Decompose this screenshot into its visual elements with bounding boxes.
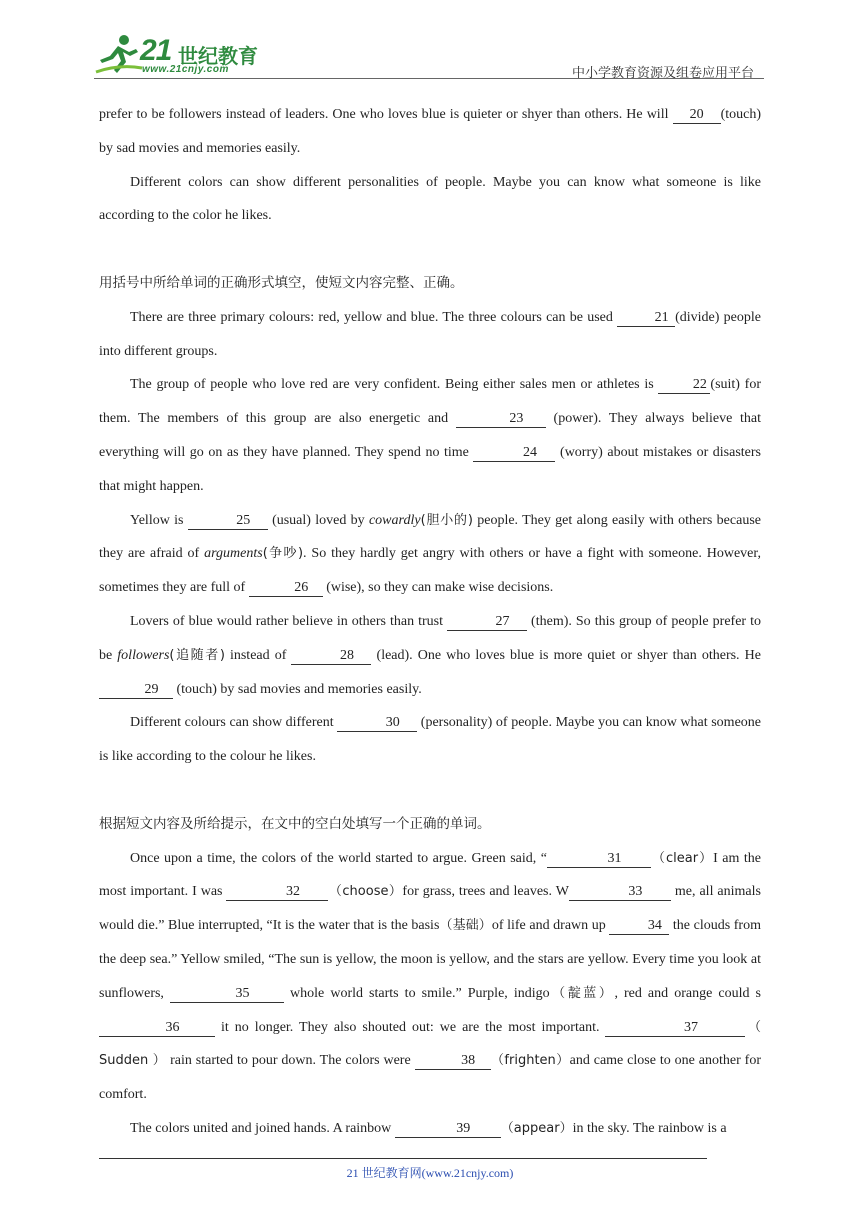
text: prefer to be followers instead of leaders. One who loves blue is quieter or shyer than others. He will xyxy=(99,107,673,122)
blank-26: 26 xyxy=(249,580,323,597)
blank-29: 29 xyxy=(99,682,173,699)
platform-name: 中小学教育资源及组卷应用平台 xyxy=(571,66,754,81)
text: (争吵) xyxy=(262,546,304,562)
text: （基础） xyxy=(439,918,492,934)
text: instead of xyxy=(224,647,292,663)
text: (divide) people into different groups. xyxy=(99,309,761,359)
text: and came close to one another for comfort. xyxy=(99,1053,762,1103)
instruction: 根据短文内容及所给提示，在文中的空白处填写一个正确的单词。 xyxy=(99,815,491,832)
text: (touch) by sad movies and memories easily. xyxy=(99,107,761,156)
text: （靛蓝） xyxy=(549,985,615,1001)
paragraph xyxy=(99,98,761,166)
text: （clear） xyxy=(651,850,714,866)
text: （appear） xyxy=(500,1120,573,1136)
text: (personality) of people. Maybe you can know what someone is like according to the colour he likes. xyxy=(99,715,762,765)
text: for grass, trees and leaves. W xyxy=(402,884,569,900)
blank-20: 20 xyxy=(673,107,721,124)
paragraph xyxy=(99,842,761,1112)
blank-23: 23 xyxy=(456,411,546,428)
paragraph xyxy=(99,1112,761,1146)
site-logo xyxy=(94,34,259,78)
text: (lead). One who loves blue is more quiet or shyer than others. He xyxy=(371,647,761,663)
text: Once upon a time, the colors of the world started to argue. Green said, “ xyxy=(130,850,547,866)
logo-url: www.21cnjy.com xyxy=(142,64,229,75)
blank-21: 21 xyxy=(617,310,675,327)
blank-35: 35 xyxy=(170,986,284,1003)
paragraph: Different colors can show different personalities of people. Maybe you can know what someone is like according to the color he likes. xyxy=(99,174,761,224)
blank-24: 24 xyxy=(473,445,555,462)
text: The group of people who love red are very confident. Being either sales men or athletes is xyxy=(130,377,659,393)
text: Lovers of blue would rather believe in others than trust xyxy=(130,613,448,629)
text: (power). They always believe that everything will go on as they have planned. They spend no time xyxy=(99,411,761,460)
text: followers xyxy=(117,647,170,663)
text: whole world starts to smile.” Purple, indigo xyxy=(284,985,550,1001)
text: the clouds from the deep sea.” Yellow smiled, “The sun is yellow, the moon is yellow, and the stars are yellow. Every time you look at sunflowers, xyxy=(99,918,761,1001)
blank-22: 22 xyxy=(658,377,710,394)
blank-39: 39 xyxy=(395,1121,501,1138)
text: me, all animals would die.” Blue interrupted, “It is the water that is the basis xyxy=(99,884,761,934)
blank-30: 30 xyxy=(337,715,417,732)
runner-logo-icon xyxy=(94,34,144,76)
text: （choose） xyxy=(328,884,403,900)
text: The colors united and joined hands. A rainbow xyxy=(130,1120,395,1136)
blank-38: 38 xyxy=(415,1053,491,1070)
text: it no longer. They also shouted out: we are the most important. xyxy=(215,1019,606,1035)
text: rain started to pour down. The colors were xyxy=(166,1053,415,1069)
document-body xyxy=(99,98,761,1146)
paragraph xyxy=(99,706,761,774)
text: , red and orange could s xyxy=(614,985,761,1001)
instruction: 用括号中所给单词的正确形式填空，使短文内容完整、正确。 xyxy=(99,274,464,291)
text: (追随者) xyxy=(169,647,225,663)
text: (suit) for them. The members of this group are also energetic and xyxy=(99,377,761,427)
blank-27: 27 xyxy=(447,614,527,631)
text: (胆小的) xyxy=(420,512,473,528)
footer-text: 21 世纪教育网(www.21cnjy.com) xyxy=(346,1166,514,1180)
text: in the sky. The rainbow is a xyxy=(572,1120,727,1136)
footer-divider xyxy=(99,1158,707,1159)
blank-25: 25 xyxy=(188,513,268,530)
blank-37: 37 xyxy=(605,1020,745,1037)
blank-28: 28 xyxy=(291,648,371,665)
text: cowardly xyxy=(368,512,421,528)
paragraph xyxy=(99,301,761,369)
logo-title: 世纪教育 xyxy=(178,44,258,68)
blank-33: 33 xyxy=(569,884,671,901)
text: I am the most important. I was xyxy=(99,850,761,900)
text: Yellow is xyxy=(130,512,188,528)
text: of life and drawn up xyxy=(491,918,610,934)
logo-number: 21 xyxy=(140,34,172,67)
text: (usual) loved by xyxy=(267,512,369,528)
blank-34: 34 xyxy=(609,918,669,935)
paragraph xyxy=(99,368,761,503)
page-header xyxy=(0,0,860,80)
paragraph xyxy=(99,605,761,706)
text: people. They get along easily with others because they are afraid of xyxy=(99,512,761,562)
blank-32: 32 xyxy=(226,884,328,901)
text: (worry) about mistakes or disasters that might happen. xyxy=(99,444,762,494)
header-divider xyxy=(94,78,764,79)
paragraph xyxy=(99,504,761,605)
text: Different colours can show different xyxy=(130,715,338,731)
text: （frighten） xyxy=(490,1053,570,1069)
blank-36: 36 xyxy=(99,1020,215,1037)
text: There are three primary colours: red, yellow and blue. The three colours can be used xyxy=(130,309,618,325)
text: (them). So this group of people prefer to be xyxy=(99,613,761,663)
text: . So they hardly get angry with others or have a fight with someone. However, sometimes they are full of xyxy=(99,546,761,596)
text: （ Sudden ） xyxy=(99,1019,761,1069)
text: (touch) by sad movies and memories easily. xyxy=(173,681,422,697)
blank-31: 31 xyxy=(547,851,651,868)
text: (wise), so they can make wise decisions. xyxy=(322,580,554,596)
text: arguments xyxy=(204,546,263,562)
